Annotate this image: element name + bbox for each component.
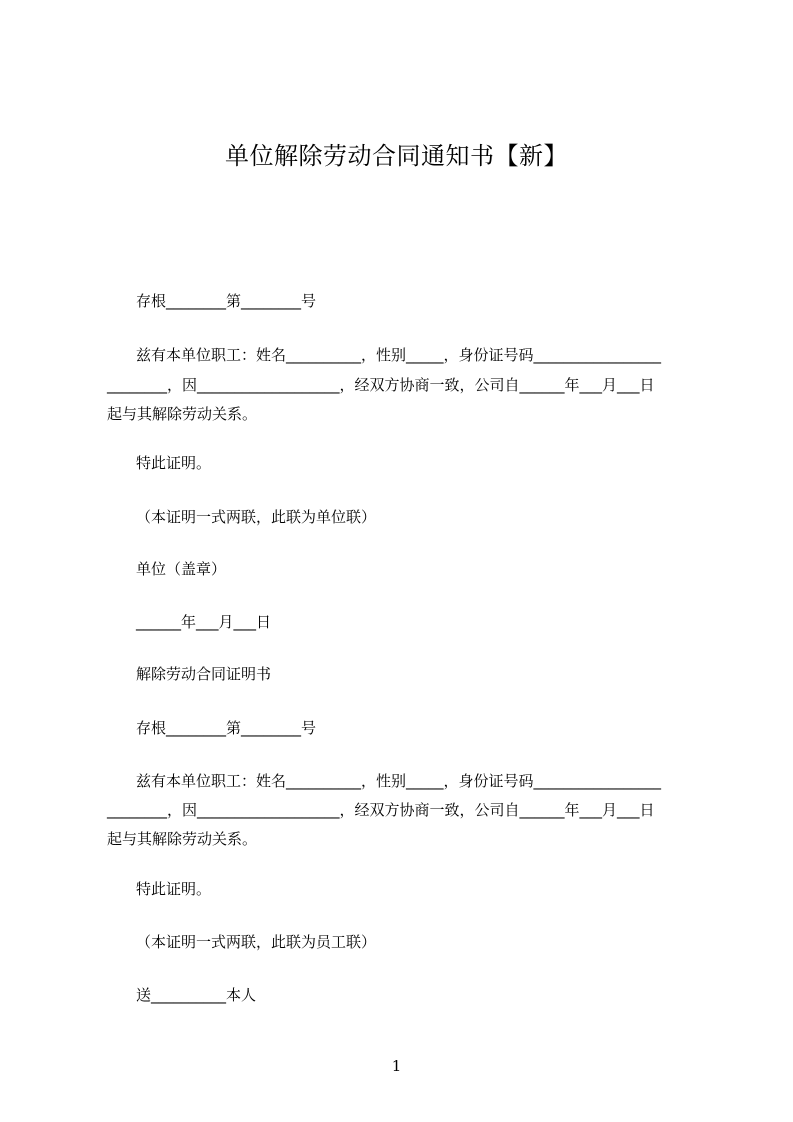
certificate-body-line-3: 起与其解除劳动关系。	[107, 830, 258, 848]
stub-number-line-2: 存根________第________号	[136, 719, 317, 737]
copy-note-employee: （本证明一式两联，此联为员工联）	[136, 933, 377, 951]
certify-text: 特此证明。	[136, 454, 212, 472]
page-number: 1	[391, 1057, 402, 1075]
recipient-line: 送__________本人	[136, 986, 257, 1004]
copy-note-unit: （本证明一式两联，此联为单位联）	[136, 508, 377, 526]
document-title: 单位解除劳动合同通知书【新】	[225, 142, 568, 170]
notice-body-line-1: 兹有本单位职工：姓名__________，性别_____，身份证号码_________________	[136, 346, 662, 364]
certificate-heading: 解除劳动合同证明书	[136, 665, 272, 683]
notice-body-line-2: ________，因___________________，经双方协商一致，公司自______年___月___日	[107, 376, 655, 394]
stub-number-line: 存根________第________号	[136, 292, 317, 310]
certificate-body-line-2: ________，因___________________，经双方协商一致，公司自______年___月___日	[107, 801, 655, 819]
notice-body-line-3: 起与其解除劳动关系。	[107, 405, 258, 423]
unit-seal-label: 单位（盖章）	[136, 560, 227, 578]
certificate-body-line-1: 兹有本单位职工：姓名__________，性别_____，身份证号码_________________	[136, 772, 662, 790]
date-line: ______年___月___日	[136, 613, 272, 631]
certify-text-2: 特此证明。	[136, 880, 212, 898]
